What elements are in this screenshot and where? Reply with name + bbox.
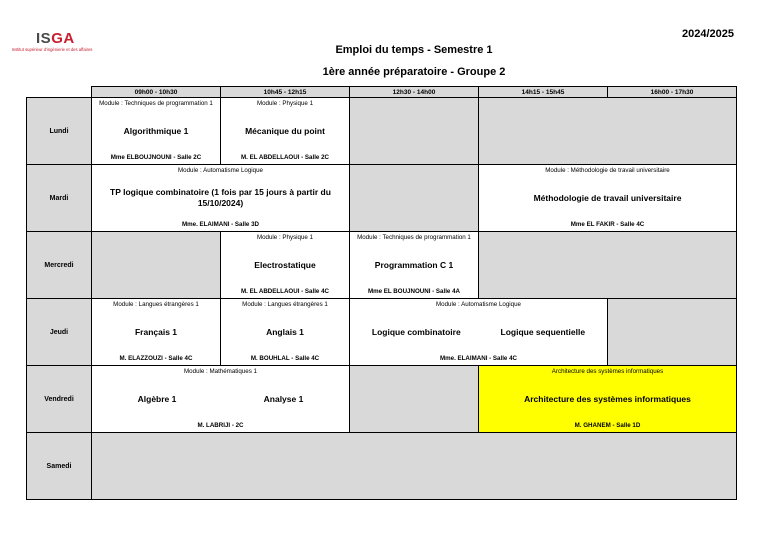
session-cell [221,232,350,299]
empty-slot [350,165,479,232]
course-title: Méthodologie de travail universitaire [533,192,682,203]
module-label: Module : Physique 1 [256,100,314,107]
slot-header: 16h00 - 17h30 [608,87,737,98]
course-title: Programmation C 1 [374,259,454,270]
empty-slot [350,366,479,433]
day-label: Samedi [27,433,92,500]
session-cell [92,299,221,366]
module-label: Architecture des systèmes informatiques [551,368,664,375]
slot-header: 09h00 - 10h30 [92,87,221,98]
teacher-room: Mme EL FAKIR - Salle 4C [570,221,645,228]
teacher-room: Mme EL BOUJNOUNI - Salle 4A [367,288,461,295]
teacher-room: M. EL ABDELLAOUI - Salle 4C [240,288,329,295]
row-mardi [27,165,737,232]
session-cell [221,98,350,165]
session-cell [350,299,608,366]
session-cell [92,98,221,165]
academic-year: 2024/2025 [682,28,734,40]
course-title: Algorithmique 1 [123,125,189,136]
session-cell [350,232,479,299]
row-samedi [27,433,737,500]
module-label: Module : Techniques de programmation 1 [357,234,471,241]
teacher-room: Mme. ELAIMANI - Salle 3D [181,221,259,228]
course-title: Logique combinatoire [371,326,461,337]
corner-cell [27,87,92,98]
empty-slot [479,232,737,299]
header-row [27,87,737,98]
course-title: Analyse 1 [263,393,304,404]
course-title: Logique sequentielle [500,326,586,337]
session-cell-highlighted [479,366,737,433]
module-label: Module : Mathématiques 1 [184,368,257,375]
session-cell [479,165,737,232]
logo-wordmark: ISGA [36,30,75,47]
teacher-room: Mme ELBOUJNOUNI - Salle 2C [110,154,202,161]
page-subtitle: 1ère année préparatoire - Groupe 2 [322,66,506,78]
teacher-room: M. GHANEM - Salle 1D [574,422,641,429]
slot-header: 14h15 - 15h45 [479,87,608,98]
module-label: Module : Automatisme Logique [436,301,521,308]
teacher-room: M. ELAZZOUZI - Salle 4C [119,355,193,362]
module-label: Module : Méthodologie de travail universitaire [545,167,670,174]
course-title: Français 1 [134,326,178,337]
row-mercredi [27,232,737,299]
empty-slot [479,98,737,165]
day-label: Mardi [27,165,92,232]
course-title: Architecture des systèmes informatiques [524,393,691,404]
day-label: Vendredi [27,366,92,433]
module-label: Module : Automatisme Logique [178,167,263,174]
teacher-room: Mme. ELAIMANI - Salle 4C [439,355,517,362]
session-cell [92,165,350,232]
logo-subtitle: Institut supérieur d'ingénierie et des affaires [11,47,93,52]
row-jeudi [27,299,737,366]
course-title: Algèbre 1 [137,393,177,404]
row-lundi [27,98,737,165]
session-cell [92,366,350,433]
page-title: Emploi du temps - Semestre 1 [335,44,493,56]
day-label: Lundi [27,98,92,165]
teacher-room: M. LABRIJI - 2C [197,422,244,429]
empty-slot [608,299,737,366]
teacher-room: M. EL ABDELLAOUI - Salle 2C [240,154,329,161]
timetable [26,86,737,500]
course-title: Electrostatique [254,259,316,270]
slot-header: 10h45 - 12h15 [221,87,350,98]
module-label: Module : Techniques de programmation 1 [99,100,213,107]
empty-slot [92,433,737,500]
course-title: Mécanique du point [245,125,325,136]
session-cell [221,299,350,366]
empty-slot [350,98,479,165]
module-label: Module : Langues étrangères 1 [113,301,199,308]
empty-slot [92,232,221,299]
day-label: Jeudi [27,299,92,366]
module-label: Module : Langues étrangères 1 [242,301,328,308]
slot-header: 12h30 - 14h00 [350,87,479,98]
row-vendredi [27,366,737,433]
module-label: Module : Physique 1 [256,234,314,241]
course-title: Anglais 1 [266,326,304,337]
course-title: TP logique combinatoire (1 fois par 15 jours à partir du 15/10/2024) [110,187,331,208]
teacher-room: M. BOUHLAL - Salle 4C [250,355,320,362]
day-label: Mercredi [27,232,92,299]
